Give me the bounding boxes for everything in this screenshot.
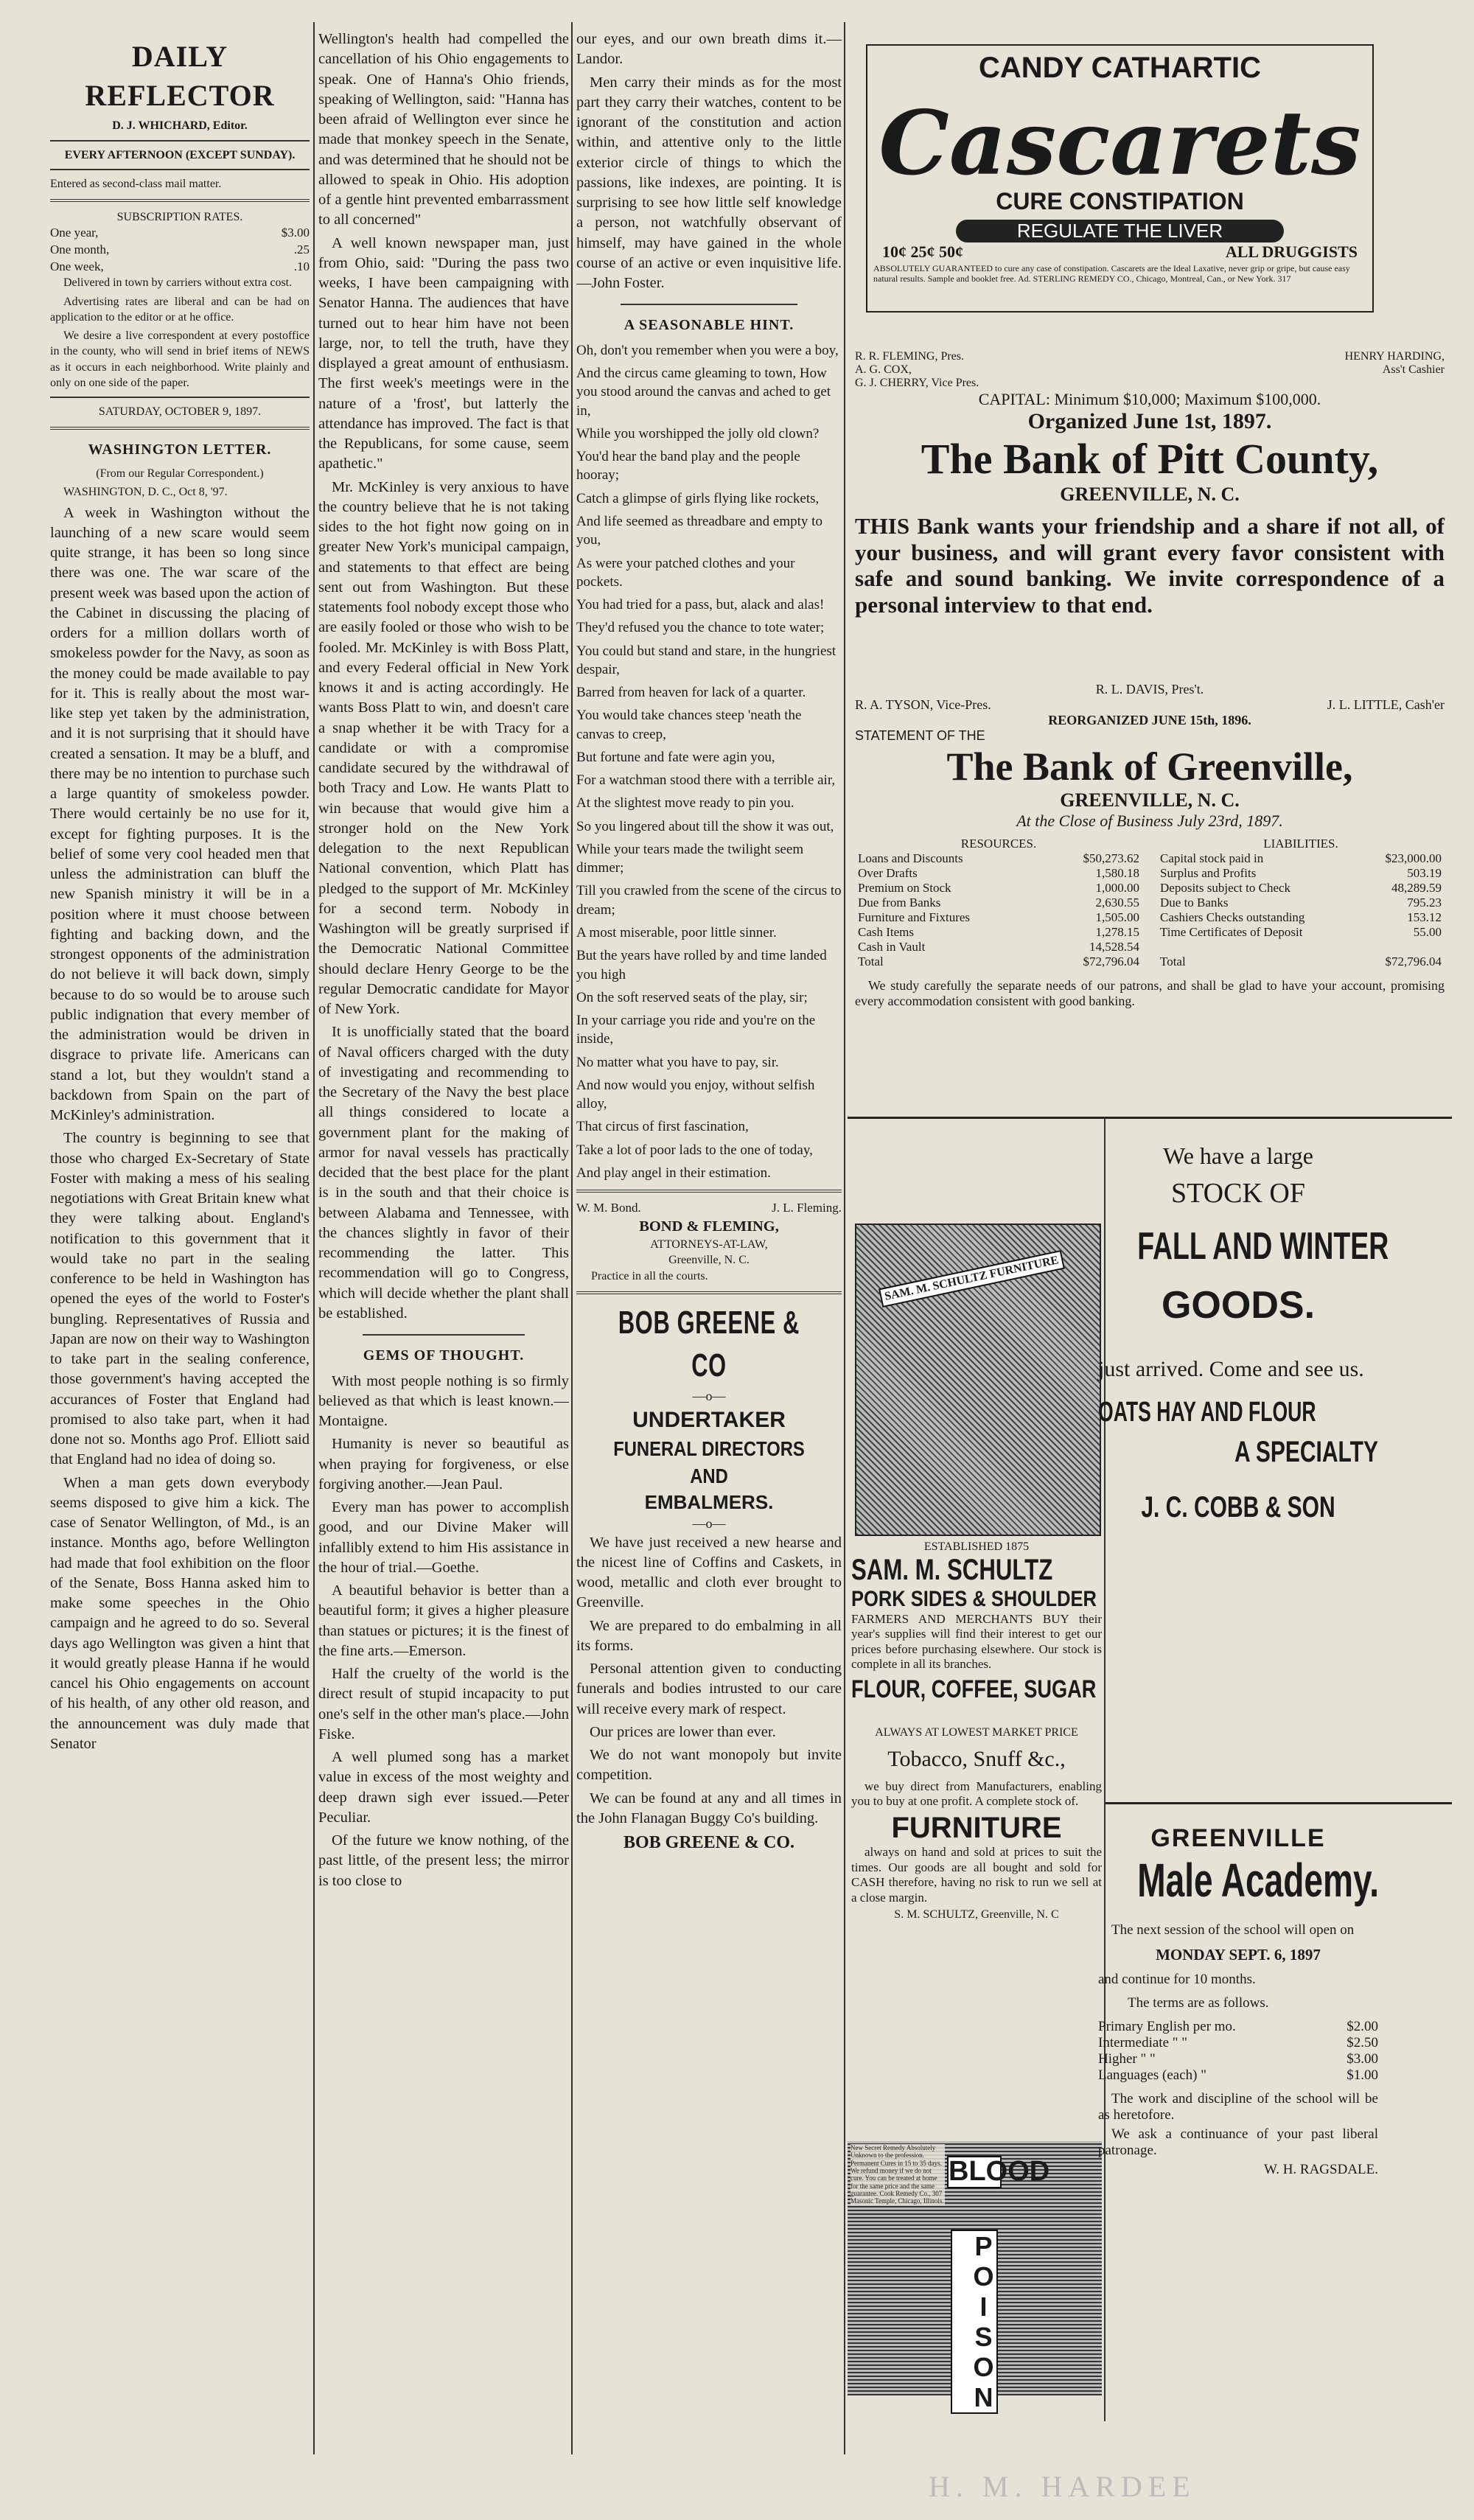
editor-line: D. J. WHICHARD, Editor. — [112, 119, 248, 133]
poem-title: A SEASONABLE HINT. — [624, 317, 794, 334]
academy-next: The next session of the school will open on — [1111, 1922, 1355, 1938]
poem-line: Catch a glimpse of girls flying like rockets, — [576, 490, 820, 506]
bob-para: We do not want monopoly but invite competition. — [576, 1747, 842, 1784]
bob-sub1: UNDERTAKER — [632, 1407, 786, 1432]
bob-para: Personal attention given to conducting funerals and bodies intrusted to our care will receive every mark of respect. — [576, 1661, 842, 1717]
green-close: At the Close of Business July 23rd, 1897. — [1016, 812, 1283, 830]
schultz-direct: we buy direct from Manufacturers, enabling you to buy at one profit. A complete stock of. — [851, 1779, 1102, 1808]
schultz-ad — [851, 1540, 1102, 1922]
gem-item: A beautiful behavior is better than a beautiful form; it gives a higher pleasure than statues or pictures; it is the finest of the fine arts.—Emerson. — [318, 1582, 569, 1659]
blood-text: New Secret Remedy Absolutely Unknown to the profession. Permanent Cures in 15 to 35 days. We refund money if we do not cure. You can be treated at home for the same price and the same guarantee. Cook Remedy Co., 307 Masonic Temple, Chicago, Illinois. — [850, 2144, 944, 2205]
poem-line: Till you crawled from the scene of the circus to dream; — [576, 883, 842, 918]
academy-ask: We ask a continuance of your past liberal patronage. — [1098, 2126, 1378, 2158]
article-paragraph: A week in Washington without the launching of a new scare would seem quite strange, it has been so long since there was one. The war scare of the present week was based upon the action of the Cabinet in discussing the placing of orders for a million dollars worth of smokeless powder for the Navy, as soon as the money could be made available to pay for it. This is really about the most war-like step yet taken by the administration, and it is not surprising that it should have created a sensation. It may be a bluff, and there may be no intention to purchase such a large quantity of smokeless powder. There would certainly be no use for it, except for fighting purposes. It is the belief of some very cool headed men that unless the administration can bluff the new Spanish ministry it will be in a position where it must choose between fighting and backing down, and the strongest opponents of the administration do not believe it will back down, simply because to do so would be to arouse such public indignation that every member of the administration would be driven in disgrace to private life. Americans can stand a lot, but they wouldn't stand a backdown from Spain on the part of McKinley's administration. — [50, 504, 310, 1124]
bob-para: We can be found at any and all times in the John Flanagan Buggy Co's building. — [576, 1790, 842, 1826]
academy-name: Male Academy. — [1137, 1854, 1380, 1907]
washington-dateline: WASHINGTON, D. C., Oct 8, '97. — [63, 486, 228, 499]
bob-sign: BOB GREENE & CO. — [623, 1833, 795, 1853]
article-paragraph: A well known newspaper man, just from Ohio, said: "During the pass two weeks, I have been campaigning with Senator Hanna. The audiences that have turned out to hear him have not been large, nor, to tell the truth, have they displayed a great amount of enthusiasm. The first week's meetings were in the nature of a 'frost', but latterly the attendance has improved. The fact is that the Republicans, for some cause, seem apathetic." — [318, 234, 569, 472]
academy-ad — [1098, 1824, 1378, 2178]
poem-line: You'd hear the band play and the people hooray; — [576, 449, 800, 484]
cascarets-brand: Cascarets — [879, 91, 1361, 195]
schultz-pork: PORK SIDES & SHOULDER — [851, 1587, 1097, 1611]
poem-line: As were your patched clothes and your pockets. — [576, 555, 795, 590]
cobb-spec: A SPECIALTY — [1234, 1436, 1378, 1468]
article-paragraph: It is unofficially stated that the board of Naval officers charged with the duty of investigating and recommending to the Secretary of the Navy the best place all things considered to locate a government plant for the making of armor for naval vessels has practically decided that the best place for the plant is in the south and that their choice is between Alabama and Tennessee, with the chances slightly in favor of their recommending the latter. This recommendation will go to Congress, which will decide whether the plant shall be established. — [318, 1024, 569, 1322]
poem-line: You could but stand and stare, in the hungriest despair, — [576, 643, 836, 677]
poem-line: Oh, don't you remember when you were a boy, — [576, 342, 839, 358]
poem-line: Take a lot of poor lads to the one of today, — [576, 1142, 813, 1158]
academy-cont: and continue for 10 months. — [1098, 1972, 1256, 1987]
schultz-lowest: ALWAYS AT LOWEST MARKET PRICE — [875, 1725, 1078, 1739]
bob-para: We have just received a new hearse and the nicest line of Coffins and Caskets, in wood, metallic and cloth ever brought to Greenville. — [576, 1534, 842, 1611]
cobb-have: We have a large — [1163, 1142, 1313, 1169]
schultz-flour: FLOUR, COFFEE, SUGAR — [851, 1675, 1097, 1703]
gem-item: Humanity is never so beautiful as when praying for forgiveness, or else forgiving another.—Jean Paul. — [318, 1436, 569, 1493]
article-paragraph: When a man gets down everybody seems disposed to give him a kick. The case of Senator Wellington, of Md., is an instance. Months ago, before Wellington had made that fool exhibition on the floor of the Senate, Boss Hanna asked him to make some speeches in the Ohio campaign and he agreed to do so. Several days ago Wellington was given a hint that it would greatly please Hanna if he would cancel his Ohio engagements on account of his health, of any other old reason, and the announcement was duly made that Senator — [50, 1474, 310, 1752]
poem-line: For a watchman stood there with a terrible air, — [576, 772, 836, 789]
resources-table: RESOURCES. Loans and Discounts $50,273.62 Over Drafts 1,580.18 Premium on Stock 1,000.00 Due from Banks 2,630.55 Furniture and Fixtures 1,505.00 Cash Items 1,278.15 Cash in Vault 14,528.54 Total $72,796.04 — [858, 837, 1139, 968]
schultz-name: SAM. M. SCHULTZ — [851, 1554, 1053, 1586]
bank-pitt-ad — [848, 350, 1452, 626]
poem-line: And life seemed as threadbare and empty to you, — [576, 513, 822, 548]
fee-row: Languages (each) " $1.00 — [1098, 2067, 1378, 2083]
cobb-goods: GOODS. — [1161, 1284, 1316, 1327]
green-foot: We study carefully the separate needs of our patrons, and shall be glad to have your account, promising every accommodation consistent with good banking. — [855, 978, 1445, 1008]
poem-line: That circus of first fascination, — [576, 1119, 749, 1135]
pitt-name: The Bank of Pitt County, — [921, 435, 1379, 483]
bob-para: We are prepared to do embalming in all its forms. — [576, 1617, 842, 1654]
pitt-cashier: HENRY HARDING, Ass't Cashier — [1344, 350, 1445, 376]
cascarets-sub: CURE CONSTIPATION — [996, 188, 1244, 214]
green-statement: STATEMENT OF THE — [855, 728, 985, 743]
poem-line: You would take chances steep 'neath the canvas to creep, — [576, 708, 802, 742]
poem-line: While your tears made the twilight seem dimmer; — [576, 841, 804, 876]
bob-sub2: FUNERAL DIRECTORS AND — [613, 1437, 805, 1487]
green-place: GREENVILLE, N. C. — [1060, 789, 1240, 811]
pitt-officers: R. R. FLEMING, Pres. A. G. COX, G. J. CHERRY, Vice Pres. — [855, 350, 979, 389]
poem-line: While you worshipped the jolly old clown? — [576, 425, 820, 441]
cascarets-ad — [866, 44, 1374, 313]
rates-title: SUBSCRIPTION RATES. — [116, 211, 243, 224]
cobb-arrived: just arrived. Come and see us. — [1098, 1357, 1364, 1381]
poem-line: On the soft reserved seats of the play, sir; — [576, 989, 808, 1005]
gem-item: Of the future we know nothing, of the past little, of the present less; the mirror is too close to — [318, 1832, 569, 1889]
store-building-illustration — [855, 1224, 1101, 1536]
schedule-line: EVERY AFTERNOON (EXCEPT SUNDAY). — [64, 148, 296, 161]
poem-line: At the slightest move ready to pin you. — [576, 795, 794, 812]
article-paragraph: The country is beginning to see that those who charged Ex-Secretary of State Foster with making a mess of his sealing negotiations with Great Britain knew what they were talking about. England's notification to this government that it would take no part in the sealing conference to be held in Washington has opened the eyes of the world to Foster's bungling. Representatives of Russia and Japan are now on their way to Washington to take part in the sealing conference, those government's having accepted the accurances of Foster that England had promised to also take part, when it had done not so. Months ago Prof. Elliott said that England had no idea of doing so. — [50, 1130, 310, 1468]
liabilities-table: LIABILITIES. Capital stock paid in $23,000.00 Surplus and Profits 503.19 Deposits subject to Check 48,289.59 Due to Banks 795.23 Cashiers Checks outstanding 153.12 Time Certificates of Deposit 55.00 Total $72,796.04 — [1160, 837, 1442, 968]
entered-line: Entered as second-class mail matter. — [50, 177, 222, 190]
bob-greene-ad: BOB GREENE & CO —o— UNDERTAKER FUNERAL DIRECTORS AND EMBALMERS. —o— We have just received a new hearse and the nicest line of Coffins and Caskets, in wood, metallic and cloth ever brought to Greenville. We are prepared to do embalming in all its forms. Personal attention given to conducting funerals and bodies intrusted to our care will receive every mark of respect. Our prices are lower than ever. We do not want monopoly but invite competition. We can be found at any and all times in the John Flanagan Buggy Co's building. BOB GREENE & CO. — [576, 1302, 842, 1855]
schultz-sign: S. M. SCHULTZ, Greenville, N. C — [894, 1908, 1059, 1921]
cascarets-top: CANDY CATHARTIC — [979, 52, 1261, 84]
column-3 — [576, 29, 842, 1855]
store-sign: SAM. M. SCHULTZ FURNITURE — [879, 1250, 1065, 1308]
poem-body — [576, 341, 842, 1182]
schultz-est: ESTABLISHED 1875 — [923, 1540, 1030, 1553]
column-rule — [313, 22, 315, 2454]
cobb-oats: OATS HAY AND FLOUR — [1098, 1397, 1316, 1428]
green-vice: R. A. TYSON, Vice-Pres. — [855, 697, 991, 712]
pitt-capital: CAPITAL: Minimum $10,000; Maximum $100,000. — [978, 390, 1321, 408]
attorney-title: ATTORNEYS-AT-LAW, — [650, 1238, 768, 1252]
cobb-fall: FALL AND WINTER — [1137, 1225, 1389, 1268]
green-name: The Bank of Greenville, — [946, 744, 1353, 789]
schultz-farmers: FARMERS AND MERCHANTS BUY their year's supplies will find their interest to get our prices before purchasing elsewhere. Our stock is complete in all its branches. — [851, 1612, 1102, 1672]
poem-line: But fortune and fate were agin you, — [576, 749, 775, 765]
attorney-place: Greenville, N. C. — [668, 1254, 750, 1267]
poem-line: They'd refused you the chance to tote water; — [576, 620, 825, 636]
schultz-tobacco: Tobacco, Snuff &c., — [887, 1746, 1066, 1771]
masthead-title: DAILY REFLECTOR — [85, 40, 275, 113]
poem-line: So you lingered about till the show it was out, — [576, 818, 834, 834]
article-paragraph: Mr. McKinley is very anxious to have the country believe that he is not taking sides to the hot fight now going on in greater New York's municipal campaign, and statements to that effect are being sent out from Washington. But these statements fool nobody except those who are easily fooled or those who wish to be fooled. Mr. McKinley is with Boss Platt, and every Federal official in New York knows it and is acting accordingly. He wants Boss Platt to win, and doesn't care a snap whether it be with Tracy for a candidate or with a compromise candidate secured by the withdrawal of both Tracy and Low. He wants Platt to win because that would give him a stronger hold on the New York delegation to the next Republican National convention, which Platt has pledged to the support of Mr. McKinley for a second term. Nobody in Washington will be greatly surprised if the Democratic National Committee should declare Henry George to be the regular Democratic candidate for Mayor of New York. — [318, 478, 569, 1017]
academy-sign: W. H. RAGSDALE. — [1264, 2162, 1378, 2177]
fee-row: Higher " " $3.00 — [1098, 2051, 1378, 2067]
gem-item: Men carry their minds as for the most part they carry their watches, content to be ignorant of the constitution and action within, and attentive only to the little exterior circle of things to which the passions, like indexes, are pointing. It is surprising to see how little self knowledge a person, not watchfully observant of himself, may have gained in the whole course of an active or even inquisitive life.—John Foster. — [576, 74, 842, 291]
academy-terms: The terms are as follows. — [1128, 1995, 1269, 2011]
gem-item: Every man has power to accomplish good, and our Divine Maker will infallibly extend to him His assistance in the hour of trial.—Goethe. — [318, 1499, 569, 1576]
gem-item: A well plumed song has a market value in excess of the most weighty and deep drawn sigh ever issued.—Peter Peculiar. — [318, 1749, 569, 1826]
bank-greenville-ad — [848, 682, 1452, 1012]
blood-word: BLOOD — [949, 2156, 1050, 2187]
attorney-names: W. M. Bond. J. L. Fleming. — [576, 1201, 842, 1215]
poem-line: But the years have rolled by and time landed you high — [576, 948, 827, 982]
schultz-always: always on hand and sold at prices to suit the times. Our goods are all bought and sold for CASH therefore, having no risk to run we sell at a close margin. — [851, 1845, 1102, 1905]
gems-title: GEMS OF THOUGHT. — [363, 1347, 525, 1364]
correspondent-note: We desire a live correspondent at every postoffice in the county, who will send in brief items of NEWS as it occurs in each neighborhood. Write plainly and only on one side of the paper. — [50, 329, 310, 389]
pitt-text: THIS Bank wants your friendship and a share if not all, of your business, and will grant every favor consistent with safe and sound banking. We invite correspondence of a personal interview to that end. — [855, 513, 1445, 618]
cobb-ad — [1098, 1142, 1389, 1524]
rate-row: One year, $3.00 — [50, 226, 310, 240]
poem-line: In your carriage you ride and you're on the inside, — [576, 1013, 816, 1047]
attorney-practice: Practice in all the courts. — [591, 1269, 708, 1282]
rate-row: One week, .10 — [50, 259, 310, 273]
column-2 — [318, 29, 569, 1894]
poison-word: POISON — [951, 2230, 998, 2414]
column-1 — [50, 29, 310, 1757]
column-rule — [844, 22, 845, 2454]
cascarets-prices: 10¢ 25¢ 50¢ ALL DRUGGISTS — [882, 242, 1358, 261]
academy-date: MONDAY SEPT. 6, 1897 — [1156, 1946, 1321, 1964]
schultz-furniture: FURNITURE — [891, 1812, 1062, 1845]
poem-line: Barred from heaven for lack of a quarter. — [576, 685, 806, 701]
academy-g: GREENVILLE — [1150, 1824, 1326, 1852]
bottom-ghost-text: H. M. HARDEE — [929, 2470, 1196, 2503]
poem-line: You had tried for a pass, but, alack and alas! — [576, 597, 825, 613]
attorney-firm: BOND & FLEMING, — [639, 1218, 779, 1235]
article-paragraph: Wellington's health had compelled the cancellation of his Ohio engagements to speak. One of Hanna's Ohio friends, speaking of Wellington, said: "Hanna has been afraid of Wellington ever since he made that monkey speech in the Senate, and was determined that he should not be allowed to speak in Ohio. His adoption of a gentle hint prevented embarrassment to all concerned" — [318, 31, 569, 228]
green-reorg: REORGANIZED JUNE 15th, 1896. — [1048, 713, 1251, 727]
bob-para: Our prices are lower than ever. — [590, 1723, 776, 1740]
green-pres: R. L. DAVIS, Pres't. — [1095, 682, 1204, 697]
poem-line: And now would you enjoy, without selfish alloy, — [576, 1077, 815, 1112]
blood-poison-ad — [848, 2141, 1102, 2412]
poem-line: And play angel in their estimation. — [576, 1165, 771, 1181]
green-cashier: J. L. LITTLE, Cash'er — [1327, 697, 1445, 712]
issue-date: SATURDAY, OCTOBER 9, 1897. — [98, 405, 262, 419]
academy-work: The work and discipline of the school will be as heretofore. — [1098, 2091, 1378, 2123]
poem-line: A most miserable, poor little sinner. — [576, 925, 777, 941]
fee-row: Primary English per mo. $2.00 — [1098, 2019, 1378, 2034]
gem-item: our eyes, and our own breath dims it.—Landor. — [576, 31, 842, 68]
column-rule — [571, 22, 573, 2454]
rate-row: One month, .25 — [50, 242, 310, 257]
poem-line: And the circus came gleaming to town, How you stood around the canvas and ached to get in, — [576, 366, 831, 419]
cobb-stock: STOCK OF — [1171, 1178, 1305, 1209]
fee-row: Intermediate " " $2.50 — [1098, 2035, 1378, 2050]
advertising-note: Advertising rates are liberal and can be had on application to the editor or at he office. — [50, 295, 310, 324]
poem-line: No matter what you have to pay, sir. — [576, 1054, 779, 1070]
gem-item: With most people nothing is so firmly believed as that which is least known.—Montaigne. — [318, 1372, 569, 1430]
cobb-firm: J. C. COBB & SON — [1141, 1491, 1335, 1523]
bob-sub3: EMBALMERS. — [644, 1491, 774, 1514]
washington-title: WASHINGTON LETTER. — [88, 441, 272, 458]
cascarets-guarantee: ABSOLUTELY GUARANTEED to cure any case of constipation. Cascarets are the Ideal Laxative, never grip or gripe, but cause easy natural results. Sample and booklet free. Ad. STERLING REMEDY CO., Chicago, Montreal, Can., or New York. 317 — [873, 263, 1350, 285]
washington-byline: (From our Regular Correspondent.) — [96, 467, 264, 480]
delivered-note: Delivered in town by carriers without extra cost. — [63, 276, 293, 290]
pitt-org: Organized June 1st, 1897. — [1027, 409, 1272, 433]
gem-item: Half the cruelty of the world is the direct result of stupid incapacity to put one's self in the other man's place.—John Fiske. — [318, 1666, 569, 1742]
cascarets-reg: REGULATE THE LIVER — [956, 220, 1284, 242]
bob-title: BOB GREENE & CO — [618, 1304, 800, 1384]
pitt-place: GREENVILLE, N. C. — [1060, 484, 1240, 505]
